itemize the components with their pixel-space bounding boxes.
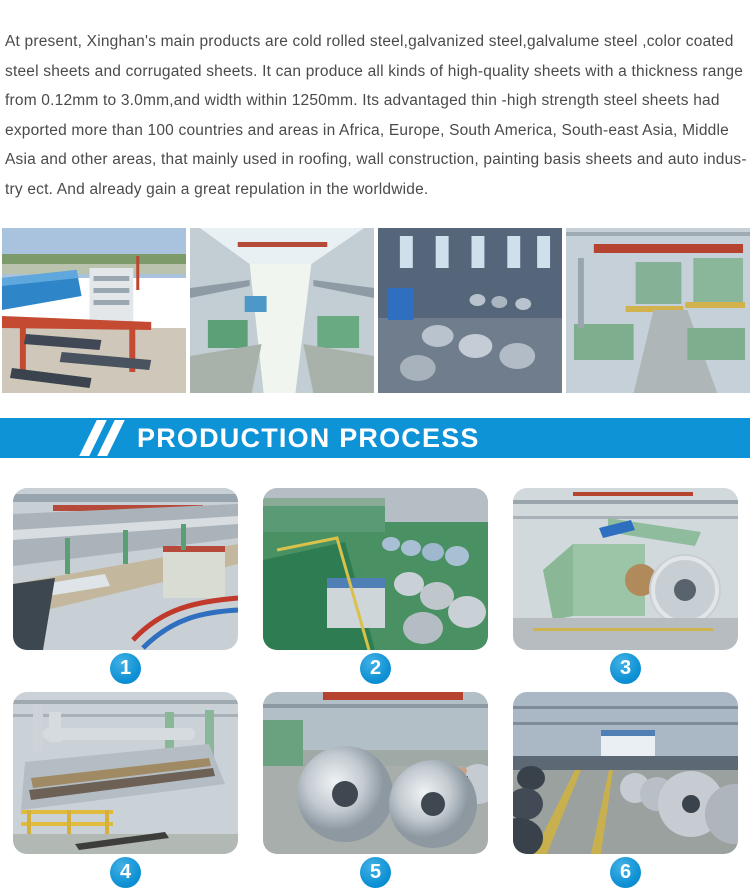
- process-step-5: [263, 692, 488, 888]
- step-number-badge: 1: [110, 653, 141, 684]
- process-photo-3: [513, 488, 738, 650]
- factory-photo-3: [378, 228, 562, 393]
- step-number-badge: 6: [610, 857, 641, 888]
- production-process-grid: [13, 488, 738, 889]
- step-number-badge: 5: [360, 857, 391, 888]
- process-step-1: [13, 488, 238, 684]
- process-photo-1: [13, 488, 238, 650]
- factory-photos-row: [2, 228, 750, 393]
- step-number-badge: 3: [610, 653, 641, 684]
- process-photo-6: [513, 692, 738, 854]
- factory-photo-4: [566, 228, 750, 393]
- process-grid-row-1: [13, 488, 738, 684]
- step-number-badge: 2: [360, 653, 391, 684]
- process-grid-row-2: [13, 692, 738, 888]
- step-number-badge: 4: [110, 857, 141, 888]
- process-step-3: [513, 488, 738, 684]
- process-step-2: [263, 488, 488, 684]
- process-photo-2: [263, 488, 488, 650]
- intro-text-line: steel sheets and corrugated sheets. It can produce all kinds of high-quality sheets with a thickness range: [5, 62, 744, 80]
- intro-text-line: exported more than 100 countries and areas in Africa, Europe, South America, South-east Asia, Middle: [5, 121, 729, 139]
- banner-title: PRODUCTION PROCESS: [137, 423, 480, 453]
- factory-photo-2: [190, 228, 374, 393]
- process-step-6: [513, 692, 738, 888]
- intro-text-line: try ect. And already gain a great repulation in the worldwide.: [5, 180, 429, 198]
- intro-text-line: At present, Xinghan's main products are cold rolled steel,galvanized steel,galvalume steel ,color coated: [5, 33, 734, 50]
- factory-photo-1: [2, 228, 186, 393]
- process-photo-5: [263, 692, 488, 854]
- production-process-banner: [0, 418, 750, 458]
- intro-paragraph: [5, 27, 749, 204]
- process-photo-4: [13, 692, 238, 854]
- intro-text-line: from 0.12mm to 3.0mm,and width within 1250mm. Its advantaged thin -high strength steel sheets had: [5, 92, 720, 109]
- process-step-4: [13, 692, 238, 888]
- intro-text-line: Asia and other areas, that mainly used in roofing, wall construction, painting basis sheets and auto indus-: [5, 151, 747, 168]
